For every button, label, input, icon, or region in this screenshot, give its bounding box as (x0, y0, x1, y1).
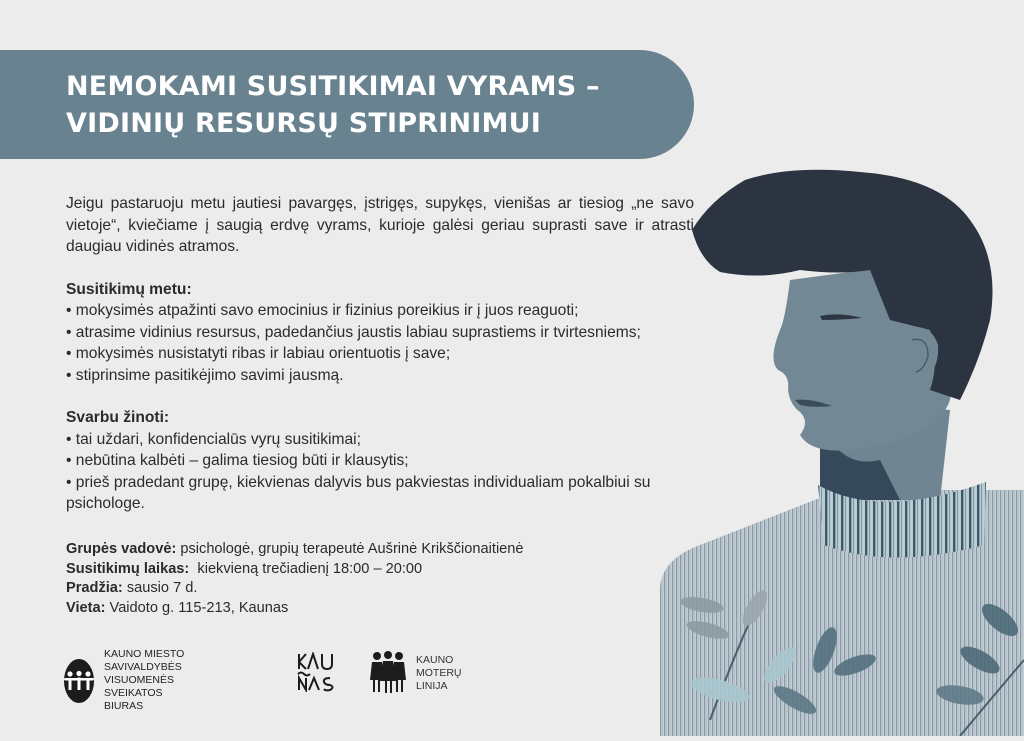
title-line-2: VIDINIŲ RESURSŲ STIPRINIMUI (66, 108, 541, 139)
women-figures-icon (368, 650, 408, 694)
list-item: • nebūtina kalbėti – galima tiesiog būti ir klausytis; (66, 452, 409, 469)
event-details (66, 540, 524, 618)
main-content (66, 193, 694, 536)
detail-leader (66, 540, 524, 560)
detail-value: sausio 7 d. (122, 580, 198, 597)
detail-value: Vaidoto g. 115-213, Kaunas (105, 599, 289, 616)
womens-line-logo (368, 650, 462, 694)
detail-label: Vieta: (66, 599, 106, 616)
title-banner (0, 50, 694, 159)
list-item: • mokysimės atpažinti savo emocinius ir fizinius poreikius ir į juos reaguoti; (66, 302, 579, 319)
list-item: • atrasime vidinius resursus, padedančius jaustis labiau suprastiems ir tvirtesniems; (66, 323, 641, 341)
health-bureau-logo (64, 648, 196, 713)
section-title: Svarbu žinoti: (66, 409, 170, 426)
list-item: • stiprinsime pasitikėjimo savimi jausmą. (66, 366, 344, 384)
intro-paragraph: Jeigu pastaruoju metu jautiesi pavargęs, įstrigęs, supykęs, vienišas ar tiesiog „ne savo vietoje“, kviečiame į saugią erdvę vyrams, kurioje galėsi geriau suprasti save ir atrasti daugiau vidinės atramos. (66, 195, 694, 255)
detail-value: kiekvieną trečiadienį 18:00 – 20:00 (189, 560, 423, 577)
detail-value: psichologė, grupių terapeutė Aušrinė Krikščionaitienė (176, 541, 524, 557)
page-title (66, 68, 600, 142)
org3-line1: KAUNO (416, 654, 454, 666)
man-illustration (640, 160, 1024, 736)
important-section (66, 407, 694, 515)
detail-location (66, 599, 524, 619)
kaunas-logo (296, 652, 340, 697)
detail-start (66, 579, 524, 599)
detail-time (66, 560, 524, 580)
detail-label: Susitikimų laikas: (66, 560, 190, 577)
detail-label: Pradžia: (66, 580, 123, 597)
org1-line1: KAUNO MIESTO SAVIVALDYBĖS (104, 648, 185, 673)
during-meetings-section (66, 279, 694, 387)
org3-line2: MOTERŲ (416, 667, 462, 679)
title-line-1: NEMOKAMI SUSITIKIMAI VYRAMS – (66, 71, 600, 102)
org3-line3: LINIJA (416, 680, 448, 692)
detail-label: Grupės vadovė: (66, 541, 177, 557)
org1-line2: VISUOMENĖS SVEIKATOS BIURAS (104, 674, 175, 712)
list-item: • prieš pradedant grupę, kiekvienas dalyvis bus pakviestas individualiam pokalbiui su psichologe. (66, 473, 651, 512)
list-item: • mokysimės nusistatyti ribas ir labiau orientuotis į save; (66, 345, 451, 362)
section-title: Susitikimų metu: (66, 280, 192, 298)
list-item: • tai uždari, konfidencialūs vyrų susitikimai; (66, 430, 361, 448)
people-icon (64, 659, 94, 703)
